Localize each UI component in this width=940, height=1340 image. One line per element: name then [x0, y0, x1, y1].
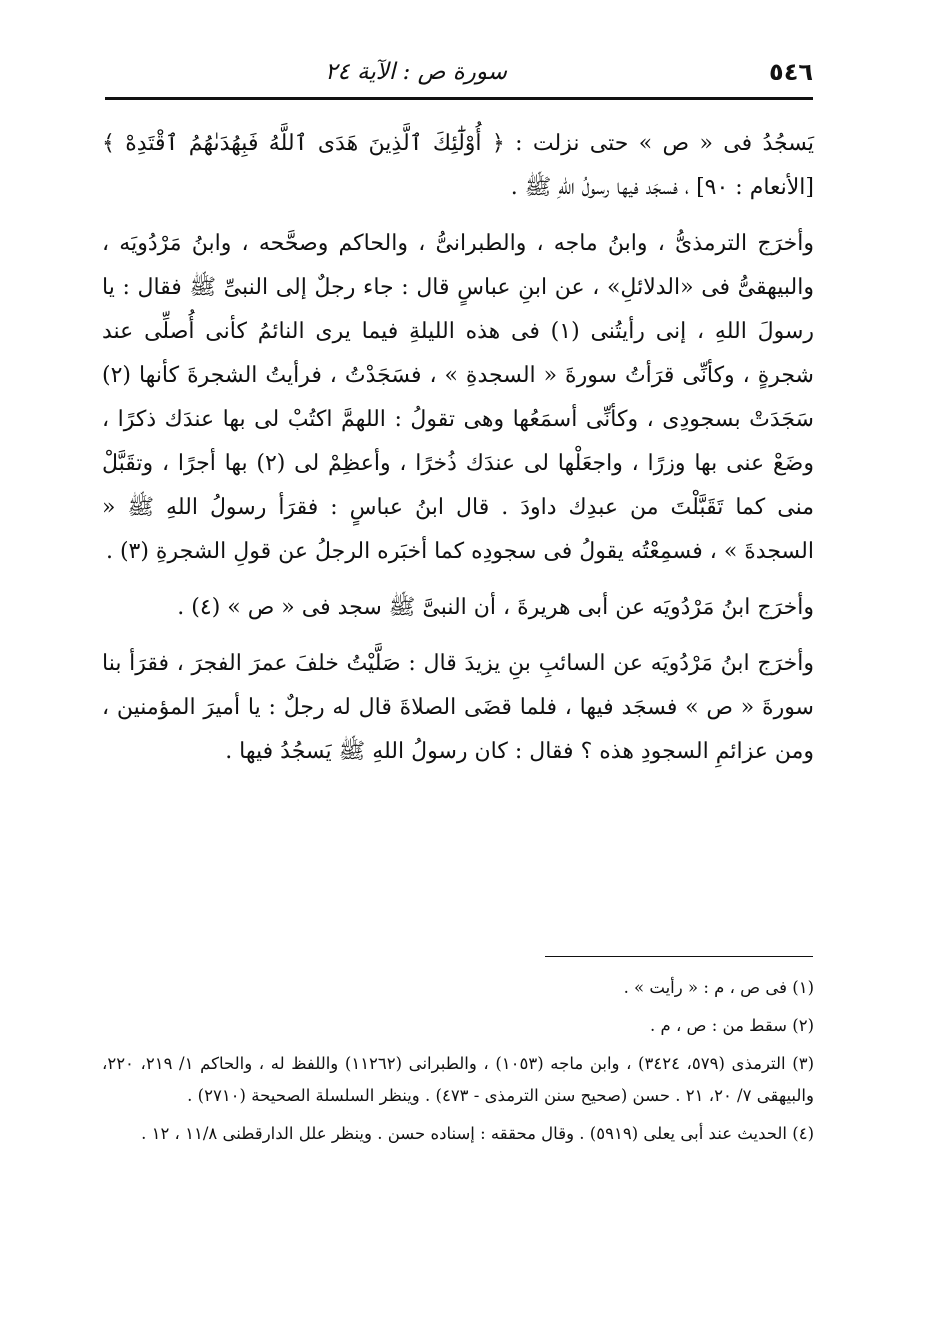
paragraph: يَسجُدُ فى « ص » حتى نزلت : ﴿ أُوْلَٰٓئِكَ ٱلَّذِينَ هَدَى ٱللَّهُ فَبِهُدَىٰهُمُ ٱقْتَدِهْ ﴾ [الأنعام : ٩٠] ، فسجَد فيها رسولُ اللهِ ﷺ .	[102, 131, 814, 200]
footnote-divider	[545, 956, 813, 957]
header-divider	[105, 97, 813, 100]
footnote: (١) فى ص ، م : « رأيت » .	[623, 978, 814, 997]
footnotes	[102, 972, 814, 1156]
paragraph: وأخرَج الترمذىُّ ، وابنُ ماجه ، والطبرانىُّ ، والحاكم وصحَّحه ، وابنُ مَرْدُويَه ، والبيهقىُّ فى «الدلائلِ» ، عن ابنِ عباسٍ قال : جاء رجلٌ إلى النبىِّ ﷺ فقال : يا رسولَ اللهِ ، إنى رأيتُنى (١) فى هذه الليلةِ فيما يرى النائمُ كأنى أُصلِّى عند شجرةٍ ، وكأنِّى قرَأتُ سورةَ « السجدةِ » ، فسَجَدْتُ ، فرأيتُ الشجرةَ كأنها (٢) سَجَدَتْ بسجودِى ، وكأنِّى أسمَعُها وهى تقولُ : اللهمَّ اكتُبْ لى بها عندَك ذكرًا ، وضَعْ عنى بها وزرًا ، واجعَلْها لى عندَك ذُخرًا ، وأعظِمْ لى (٢) بها أجرًا ، وتقَبَّلْ منى كما تَقَبَّلْتَ من عبدِك داودَ . قال ابنُ عباسٍ : فقرَأ رسولُ اللهِ ﷺ « السجدةَ » ، فسمِعْتُه يقولُ فى سجودِه كما أخبَره الرجلُ عن قولِ الشجرةِ (٣) .	[102, 231, 815, 564]
page-number: ٥٤٦	[769, 58, 813, 86]
footnote: (٣) الترمذى (٥٧٩، ٣٤٢٤) ، وابن ماجه (١٠٥٣) ، والطبرانى (١١٢٦٢) واللفظ له ، والحاكم ١/ ٢١٩، ٢٢٠، والبيهقى ٧/ ٢٠، ٢١ . حسن (صحيح سنن الترمذى - ٤٧٣) . وينظر السلسلة الصحيحة (٢٧١٠) .	[102, 1054, 814, 1105]
footnote: (٤) الحديث عند أبى يعلى (٥٩١٩) . وقال محققه : إسناده حسن . وينظر علل الدارقطنى ١١/٨ ، ١٢ .	[141, 1124, 814, 1143]
paragraph: وأخرَج ابنُ مَرْدُويَه عن أبى هريرةَ ، أن النبىَّ ﷺ سجد فى « ص » (٤) .	[177, 595, 814, 620]
footnote: (٢) سقط من : ص ، م .	[650, 1016, 814, 1035]
running-title: سورة ص : الآية ٢٤	[325, 59, 508, 85]
page-header	[105, 52, 813, 92]
main-text	[102, 122, 814, 786]
paragraph: وأخرَج ابنُ مَرْدُويَه عن السائبِ بنِ يزيدَ قال : صَلَّيْتُ خلفَ عمرَ الفجرَ ، فقرَأ بنا سورةَ « ص » فسجَد فيها ، فلما قضَى الصلاةَ قال له رجلٌ : يا أميرَ المؤمنين ، ومن عزائمِ السجودِ هذه ؟ فقال : كان رسولُ اللهِ ﷺ يَسجُدُ فيها .	[102, 651, 814, 764]
